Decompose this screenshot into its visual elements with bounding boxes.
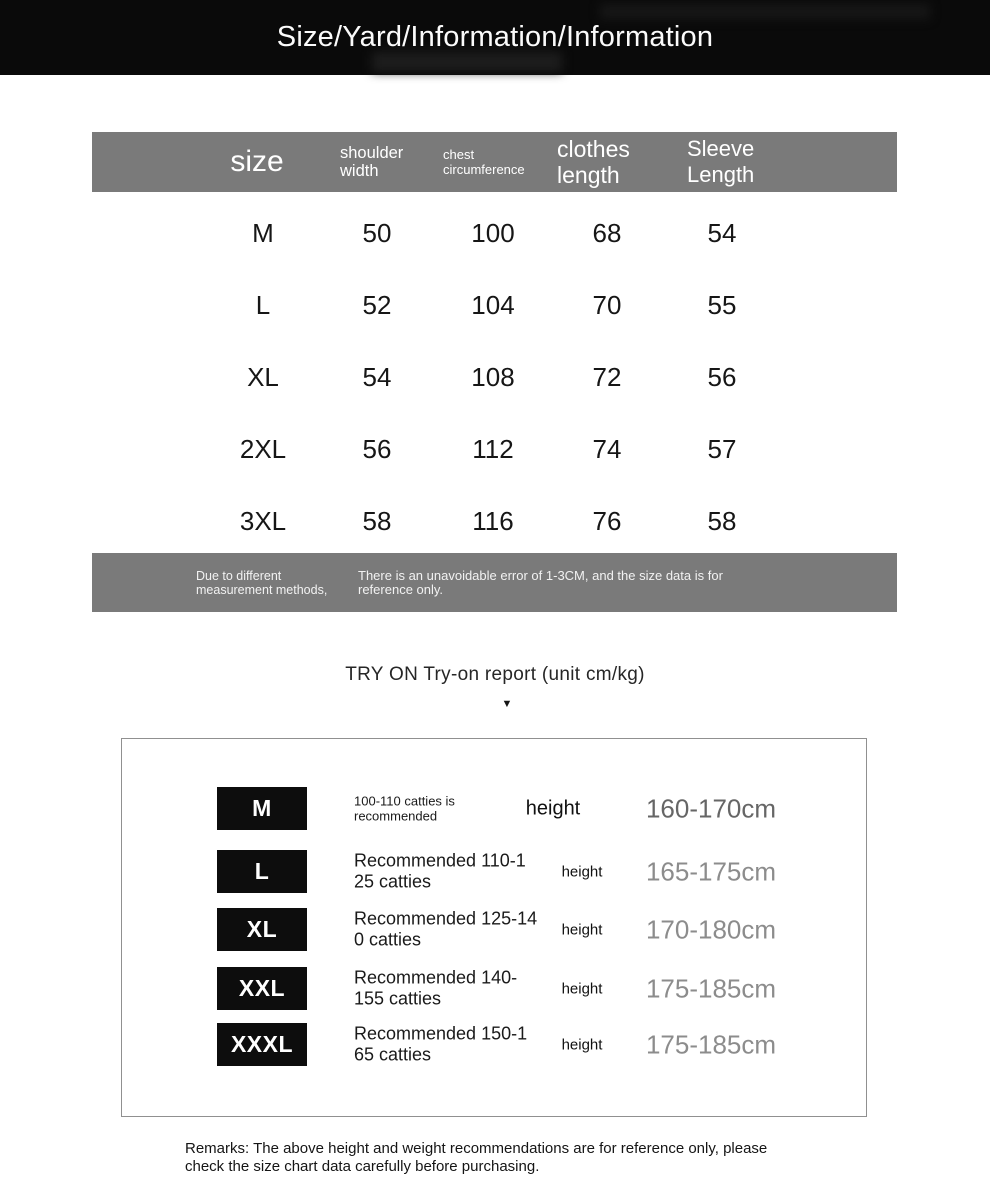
chest-cell: 112: [472, 434, 514, 464]
recommendation-text: [354, 967, 517, 1010]
clothes-cell: 70: [592, 290, 622, 320]
size-cell: 2XL: [239, 434, 287, 464]
chest-cell: 100: [471, 218, 515, 248]
page-title: Size/Yard/Information/Information: [276, 21, 714, 53]
recommendation-line2: recommended: [354, 808, 438, 824]
clothes-cell: 68: [592, 218, 622, 248]
size-table-row: [92, 289, 897, 321]
height-label: height: [561, 921, 603, 938]
recommendation-text: [354, 1023, 527, 1066]
recommendation-text: [354, 850, 526, 893]
sleeve-cell: 54: [707, 218, 737, 248]
recommendation-line2: 155 catties: [354, 988, 442, 1009]
shoulder-cell: 56: [362, 434, 392, 464]
tryon-row: [122, 1023, 866, 1066]
recommendation-line1: Recommended 150-1: [354, 1023, 528, 1043]
header-shoulder-line1: shoulder: [340, 144, 404, 162]
header-shoulder-line2: width: [340, 162, 379, 180]
remarks: [185, 1140, 825, 1175]
tryon-heading: TRY ON Try-on report (unit cm/kg): [345, 664, 645, 685]
sleeve-cell: 57: [707, 434, 737, 464]
chest-cell: 108: [471, 362, 515, 392]
recommendation-line1: Recommended 125-14: [354, 908, 538, 928]
title-bar: [0, 0, 990, 75]
height-range: 160-170cm: [645, 793, 777, 823]
note-right-line1: There is an unavoidable error of 1-3CM, and the size data is for: [358, 568, 723, 583]
size-badge: XL: [217, 908, 307, 951]
size-table-row: [92, 361, 897, 393]
remarks-line2: check the size chart data carefully before purchasing.: [185, 1157, 540, 1175]
shoulder-cell: 50: [362, 218, 392, 248]
size-table-row: [92, 217, 897, 249]
recommendation-line2: 0 catties: [354, 929, 422, 950]
size-cell: L: [255, 290, 271, 320]
sleeve-cell: 55: [707, 290, 737, 320]
header-clothes-line1: clothes: [557, 136, 630, 162]
header-chest-line2: circumference: [443, 162, 525, 177]
height-label: height: [561, 980, 603, 997]
tryon-row: [122, 787, 866, 830]
clothes-cell: 74: [592, 434, 622, 464]
remarks-line1: Remarks: The above height and weight recommendations are for reference only, please: [185, 1140, 768, 1157]
recommendation-line1: Recommended 140-: [354, 967, 518, 987]
height-range: 170-180cm: [645, 914, 777, 944]
note-bar: [92, 553, 897, 612]
size-table-row: [92, 433, 897, 465]
tryon-box: [121, 738, 867, 1117]
height-range: 175-185cm: [645, 973, 777, 1003]
tryon-row: [122, 908, 866, 951]
size-cell: 3XL: [239, 506, 287, 536]
note-left-line1: Due to different: [196, 569, 282, 583]
header-clothes-line2: length: [557, 162, 620, 188]
height-label: height: [561, 863, 603, 880]
recommendation-text: [354, 908, 537, 951]
clothes-cell: 72: [592, 362, 622, 392]
recommendation-line1: 100-110 catties is: [354, 793, 455, 808]
size-badge: M: [217, 787, 307, 830]
recommendation-line2: 25 catties: [354, 871, 432, 892]
chest-cell: 116: [472, 506, 514, 536]
size-badge: L: [217, 850, 307, 893]
header-shoulder-width: [340, 144, 403, 180]
size-cell: M: [252, 218, 274, 248]
recommendation-line2: 65 catties: [354, 1044, 432, 1065]
height-range: 175-185cm: [645, 1029, 777, 1059]
size-table-row: [92, 505, 897, 537]
note-right-line2: reference only.: [358, 582, 444, 597]
header-chest-circumference: [443, 147, 525, 177]
height-label: height: [561, 1036, 603, 1053]
header-sleeve-length: Sleeve Length: [687, 136, 755, 187]
height-range: 165-175cm: [645, 856, 777, 886]
chest-cell: 104: [471, 290, 515, 320]
size-cell: XL: [247, 362, 279, 392]
note-left-text: [196, 570, 327, 597]
size-table-header: [92, 132, 897, 192]
header-chest-line1: chest: [443, 147, 475, 162]
recommendation-line1: Recommended 110-1: [354, 850, 526, 870]
header-size: size: [230, 145, 284, 178]
recommendation-text: [354, 793, 455, 824]
size-badge: XXXL: [217, 1023, 307, 1066]
shoulder-cell: 52: [362, 290, 392, 320]
shoulder-cell: 58: [362, 506, 392, 536]
tryon-row: [122, 850, 866, 893]
triangle-down-icon: ▼: [501, 698, 513, 710]
sleeve-cell: 56: [707, 362, 737, 392]
height-label: height: [525, 797, 581, 819]
tryon-row: [122, 967, 866, 1010]
note-left-line2: measurement methods,: [196, 582, 328, 597]
header-clothes-length: [557, 136, 630, 188]
size-badge: XXL: [217, 967, 307, 1010]
sleeve-cell: 58: [707, 506, 737, 536]
note-right-text: [358, 569, 723, 597]
shoulder-cell: 54: [362, 362, 392, 392]
clothes-cell: 76: [592, 506, 622, 536]
